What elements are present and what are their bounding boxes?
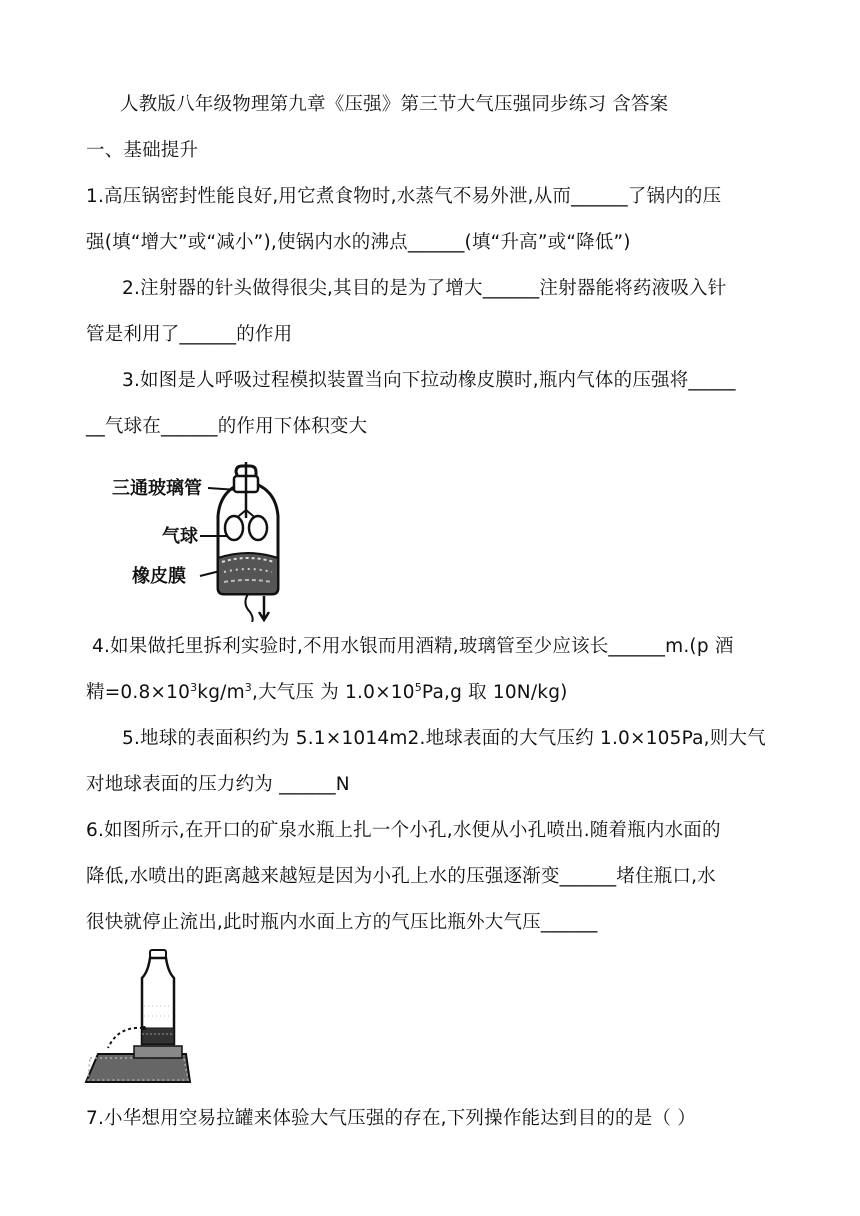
question-2-line-2: 管是利用了______的作用: [86, 324, 293, 345]
question-2-line-1: 2.注射器的针头做得很尖,其目的是为了增大______注射器能将药液吸入针: [122, 278, 727, 299]
question-5-line-1: 5.地球的表面积约为 5.1×1014m2.地球表面的大气压约 1.0×105Pa,则大气: [122, 728, 766, 749]
question-6-line-1: 6.如图所示,在开口的矿泉水瓶上扎一个小孔,水便从小孔喷出.随着瓶内水面的: [86, 820, 721, 841]
bottle-hole-figure: [84, 946, 196, 1086]
question-1-line-2: 强(填“增大”或“减小”),使锅内水的沸点______(填“升高”或“降低”): [86, 232, 631, 253]
question-3-line-1: 3.如图是人呼吸过程模拟装置当向下拉动橡皮膜时,瓶内气体的压强将_____: [122, 370, 736, 391]
figure-label-membrane: 橡皮膜: [132, 566, 186, 587]
figure-label-balloon: 气球: [162, 526, 198, 547]
question-1-line-1: 1.高压锅密封性能良好,用它煮食物时,水蒸气不易外泄,从而______了锅内的压: [86, 186, 722, 207]
question-6-line-2: 降低,水喷出的距离越来越短是因为小孔上水的压强逐渐变______堵住瓶口,水: [86, 866, 716, 887]
question-6-line-3: 很快就停止流出,此时瓶内水面上方的气压比瓶外大气压______: [86, 912, 598, 933]
question-3-line-2: __气球在______的作用下体积变大: [86, 416, 368, 437]
section-heading: 一、基础提升: [86, 140, 199, 161]
question-4-line-2: 精$=0.8\times 10^3kg/m^3$,大气压 为 $1.0\times 10^5Pa,g$ 取 10N/kg): [86, 681, 568, 703]
document-title: 人教版八年级物理第九章《压强》第三节大气压强同步练习 含答案: [120, 94, 669, 115]
question-4-line-1: 4.如果做托里拆利实验时,不用水银而用酒精,玻璃管至少应该长______m.(p 酒: [92, 636, 734, 657]
figure-label-tube: 三通玻璃管: [112, 478, 202, 499]
question-7-line-1: 7.小华想用空易拉罐来体验大气压强的存在,下列操作能达到目的的是（ ）: [86, 1108, 696, 1129]
question-5-line-2: 对地球表面的压力约为 ______N: [86, 774, 350, 795]
breathing-model-figure: [108, 462, 308, 622]
